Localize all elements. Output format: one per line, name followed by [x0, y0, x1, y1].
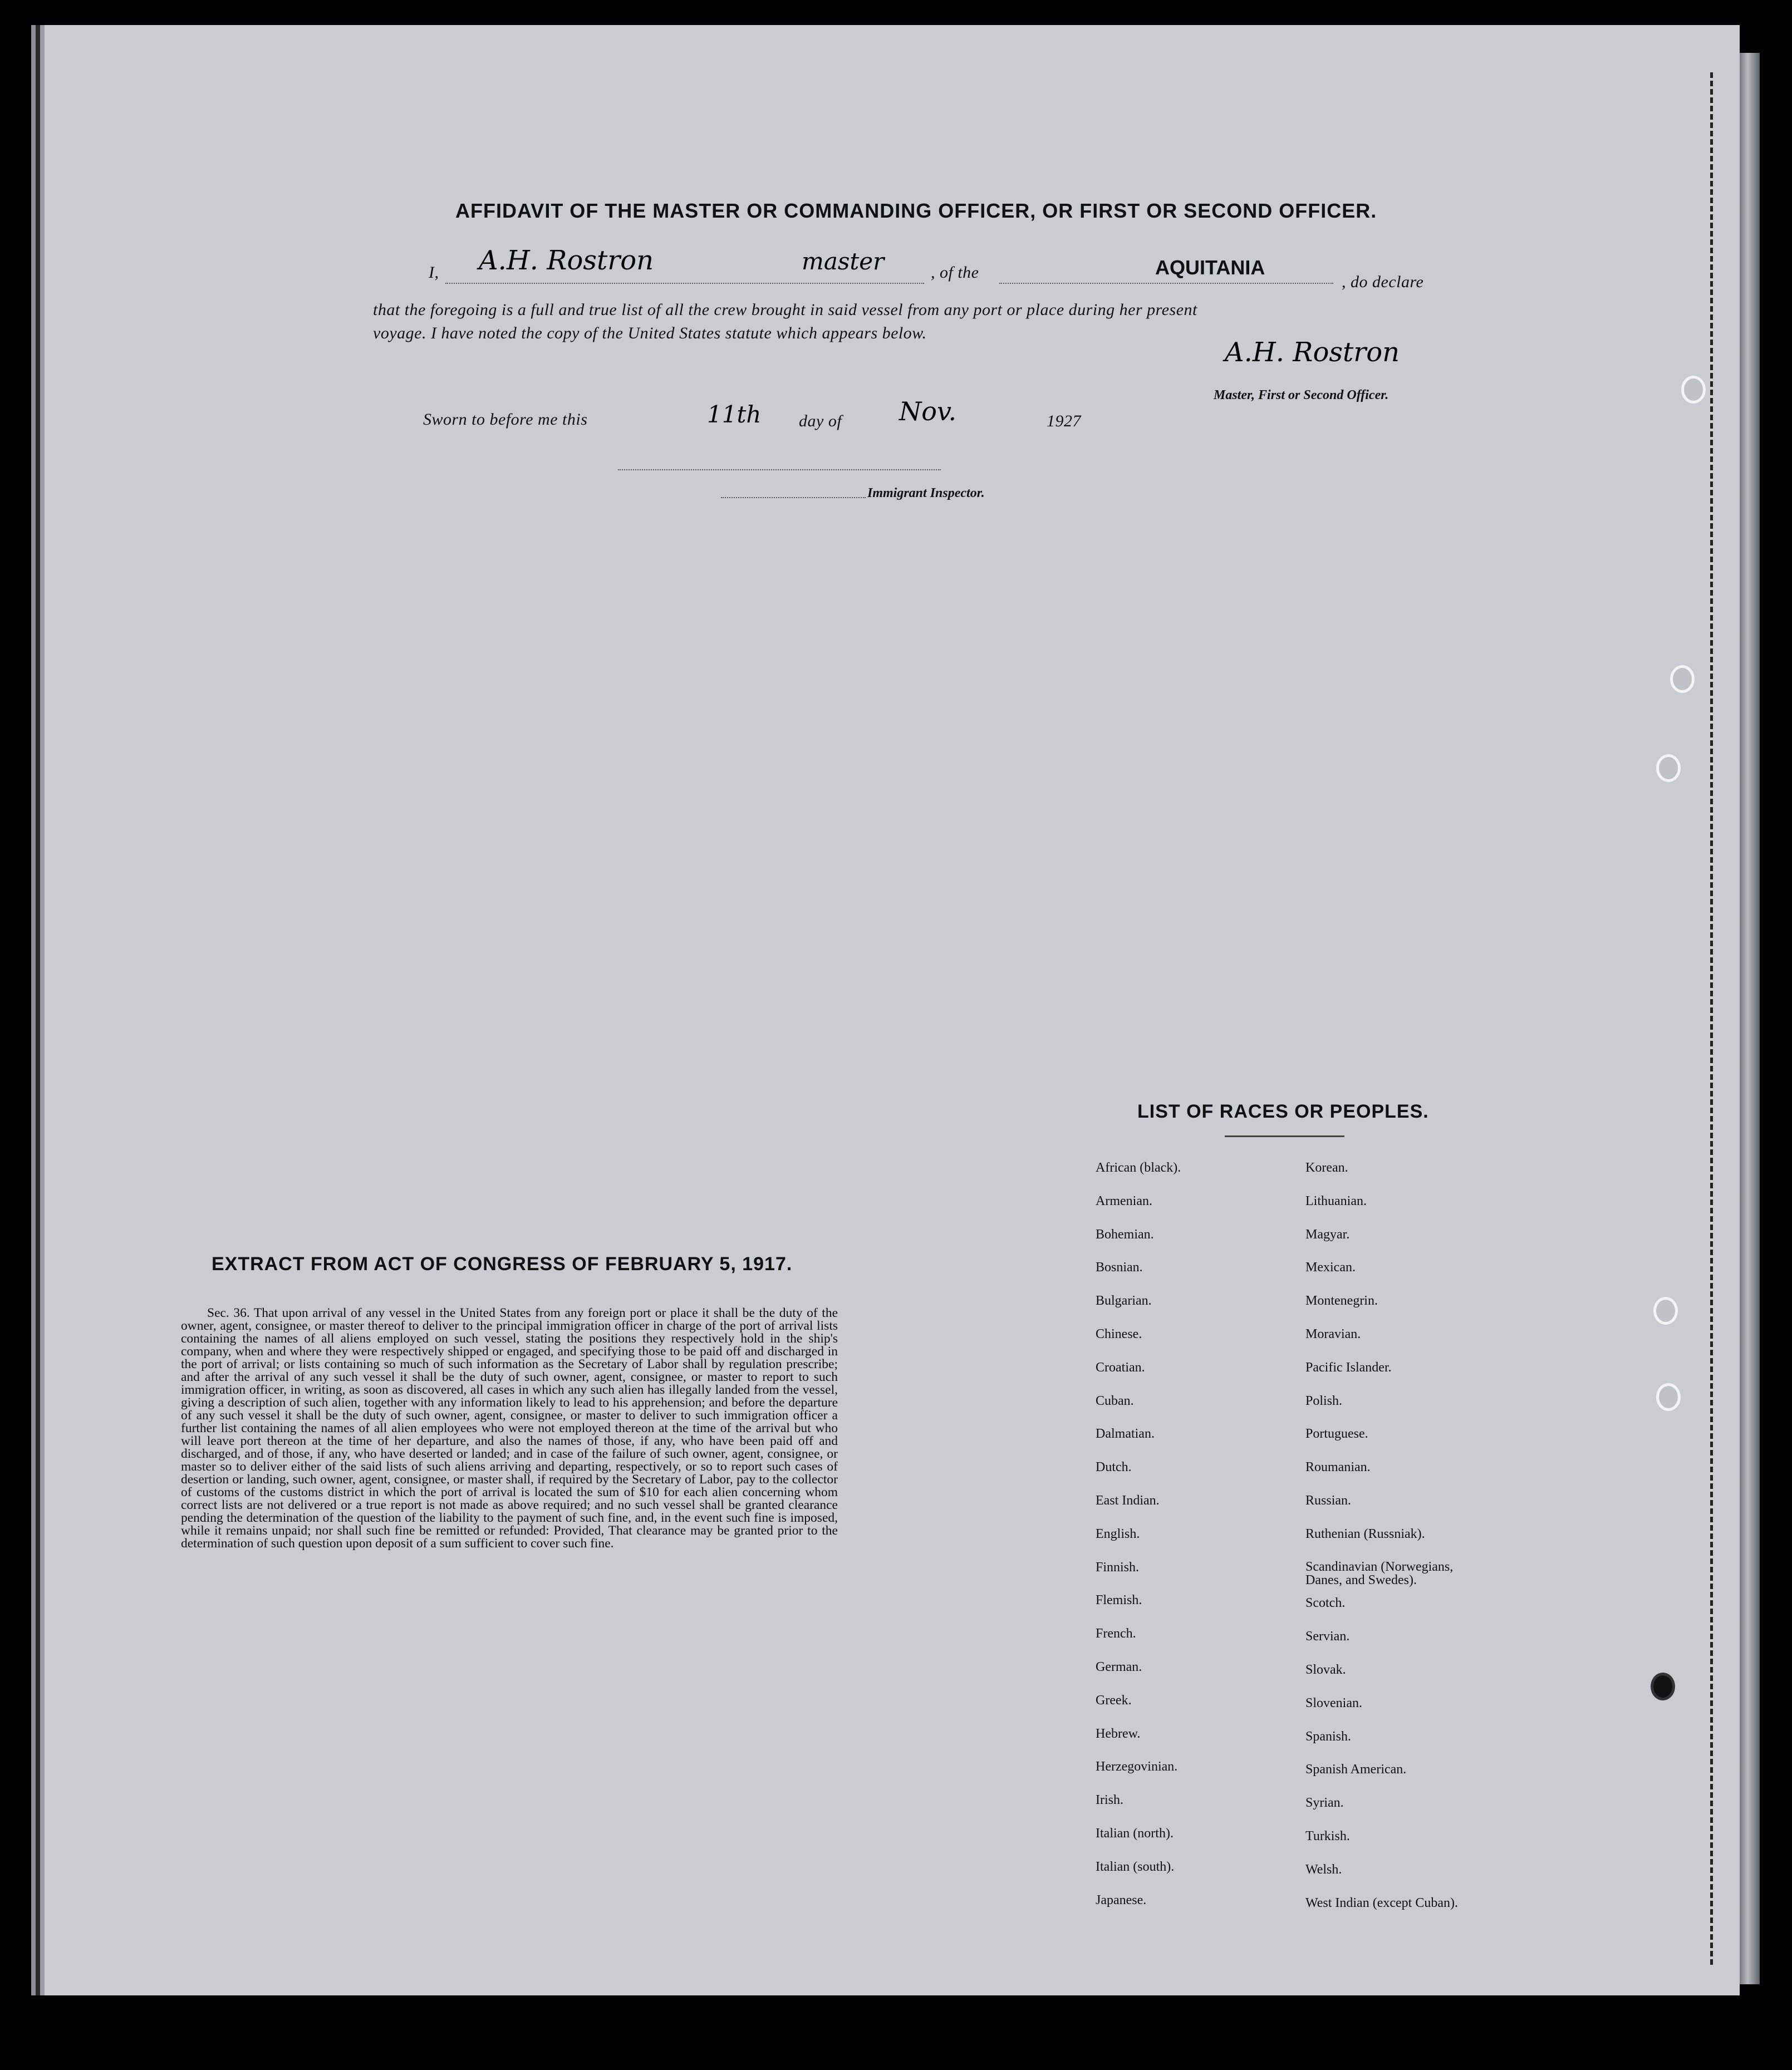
- race-item: Lithuanian.: [1305, 1193, 1367, 1208]
- name-blank-line: [445, 283, 924, 284]
- race-item: Slovenian.: [1305, 1695, 1362, 1710]
- race-item: Herzegovinian.: [1096, 1759, 1178, 1774]
- punch-hole: [1656, 754, 1681, 782]
- section-36-paragraph: Sec. 36. That upon arrival of any vessel in the United States from any foreign port or place it shall be the duty of the owner, agent, consignee, or master thereof to deliver to the principal immigration officer in charge of the port of arrival lists containing the names of all aliens employed on such vessel, stating the positions they respectively hold in the ship's company, when and where they were respectively shipped or engaged, and specifying those to be paid off and discharged in the port of arrival; or lists containing so much of such information as the Secretary of Labor shall by regulation prescribe; and after the arrival of any such vessel it shall be the duty of such owner, agent, consignee, or master to report to such immigration officer, in writing, as soon as discovered, all cases in which any such alien has illegally landed from the vessel, giving a description of such alien, together with any information likely to lead to his apprehension; and before the departure of any such vessel it shall be the duty of such owner, agent, consignee, or master to deliver to such immigration officer a further list containing the names of all alien employees who were not employed thereon at the time of the arrival but who will leave port thereon at the time of her departure, and also the names of those, if any, who have been paid off and discharged, and of those, if any, who have deserted or landed; and in case of the failure of such owner, agent, consignee, or master so to deliver either of the said lists of such aliens arriving and departing, respectively, or so to report such cases of desertion or landing, such owner, agent, consignee, or master shall, if required by the Secretary of Labor, pay to the collector of customs of the customs district in which the port of arrival is located the sum of $10 for each alien concerning whom correct lists are not delivered or a true report is not made as above required; and no such vessel shall be granted clearance pending the determination of the question of the liability to the payment of such fine, and, in the event such fine is imposed, while it remains unpaid; nor shall such fine be remitted or refunded: Provided, That clearance may be granted prior to the determination of such question upon deposit of a sum sufficient to cover such fine.: [181, 1306, 838, 1551]
- race-item: Dalmatian.: [1096, 1427, 1155, 1442]
- i-label: I,: [429, 263, 439, 282]
- race-item: Bosnian.: [1096, 1260, 1143, 1275]
- punch-hole: [1670, 665, 1695, 693]
- race-item: African (black).: [1096, 1161, 1181, 1175]
- race-item: Croatian.: [1096, 1360, 1145, 1375]
- race-item: Scandinavian (Norwegians, Danes, and Swedes).: [1305, 1559, 1454, 1587]
- race-item: Magyar.: [1305, 1227, 1350, 1242]
- day-of-label: day of: [799, 412, 842, 430]
- inspector-signature-line: [618, 469, 941, 470]
- inspector-label: Immigrant Inspector.: [867, 486, 985, 500]
- punch-hole: [1681, 376, 1706, 404]
- month-handwritten: Nov.: [899, 396, 957, 426]
- race-item: Scotch.: [1305, 1596, 1346, 1611]
- race-item: Portuguese.: [1305, 1427, 1368, 1442]
- race-item: Moravian.: [1305, 1327, 1361, 1341]
- race-item: Hebrew.: [1096, 1726, 1141, 1741]
- vessel-name: AQUITANIA: [1155, 256, 1265, 279]
- race-item: Cuban.: [1096, 1393, 1134, 1408]
- race-item: Turkish.: [1305, 1829, 1350, 1843]
- race-item: Polish.: [1305, 1393, 1343, 1408]
- race-item: Slovak.: [1305, 1663, 1346, 1677]
- race-item: Armenian.: [1096, 1193, 1152, 1208]
- punch-hole: [1651, 1673, 1675, 1700]
- day-handwritten: 11th: [707, 401, 762, 428]
- race-item: West Indian (except Cuban).: [1305, 1895, 1458, 1910]
- extract-text: [181, 1307, 838, 1550]
- vessel-blank-line: [999, 283, 1333, 284]
- race-item: Italian (south).: [1096, 1859, 1175, 1874]
- race-item: Syrian.: [1305, 1796, 1344, 1811]
- of-the-label: , of the: [931, 263, 979, 282]
- race-item: Spanish.: [1305, 1729, 1352, 1744]
- race-item: Ruthenian (Russniak).: [1305, 1526, 1425, 1541]
- race-item: Flemish.: [1096, 1593, 1142, 1608]
- races-heading-rule: [1225, 1135, 1344, 1137]
- extract-heading: EXTRACT FROM ACT OF CONGRESS OF FEBRUARY 5, 1917.: [212, 1253, 793, 1275]
- rank-handwritten: master: [802, 248, 885, 275]
- punch-hole: [1653, 1297, 1678, 1325]
- sworn-label: Sworn to before me this: [423, 410, 588, 429]
- master-signature: A.H. Rostron: [1225, 337, 1400, 368]
- do-declare-label: , do declare: [1342, 273, 1424, 291]
- document-sheet: [45, 25, 1740, 1995]
- race-item: English.: [1096, 1526, 1140, 1541]
- race-item: Russian.: [1305, 1493, 1352, 1508]
- race-item: Japanese.: [1096, 1892, 1147, 1907]
- race-item: Welsh.: [1305, 1862, 1342, 1877]
- race-item: Greek.: [1096, 1693, 1132, 1708]
- race-item: Finnish.: [1096, 1560, 1140, 1575]
- race-item: Pacific Islander.: [1305, 1360, 1392, 1375]
- race-item: Mexican.: [1305, 1260, 1356, 1275]
- race-item: Bohemian.: [1096, 1227, 1154, 1242]
- race-item: French.: [1096, 1626, 1136, 1641]
- punch-hole: [1656, 1383, 1681, 1411]
- race-item: Spanish American.: [1305, 1762, 1407, 1777]
- year-label: 1927: [1047, 412, 1081, 430]
- affidavit-line-3: voyage. I have noted the copy of the United States statute which appears below.: [373, 324, 927, 342]
- race-item: Servian.: [1305, 1629, 1350, 1644]
- races-heading: LIST OF RACES OR PEOPLES.: [1137, 1101, 1429, 1122]
- perforation-line: [1710, 72, 1713, 1965]
- signature-caption: Master, First or Second Officer.: [1214, 388, 1389, 402]
- race-item: German.: [1096, 1660, 1142, 1674]
- race-item: Chinese.: [1096, 1327, 1142, 1341]
- race-item: Irish.: [1096, 1793, 1123, 1808]
- race-item: Dutch.: [1096, 1460, 1132, 1475]
- race-item: Korean.: [1305, 1161, 1348, 1175]
- signer-name-handwritten: A.H. Rostron: [479, 245, 654, 276]
- inspector-signature-line-2: [721, 497, 866, 498]
- affidavit-line-2: that the foregoing is a full and true list of all the crew brought in said vessel from any port or place during her present: [373, 301, 1197, 319]
- race-item: Roumanian.: [1305, 1460, 1371, 1475]
- race-item: Bulgarian.: [1096, 1294, 1152, 1309]
- affidavit-heading: AFFIDAVIT OF THE MASTER OR COMMANDING OFFICER, OR FIRST OR SECOND OFFICER.: [455, 199, 1377, 222]
- race-item: Montenegrin.: [1305, 1294, 1378, 1309]
- race-item: Italian (north).: [1096, 1826, 1174, 1841]
- page-stack-edge: [1740, 53, 1760, 1984]
- race-item: East Indian.: [1096, 1493, 1160, 1508]
